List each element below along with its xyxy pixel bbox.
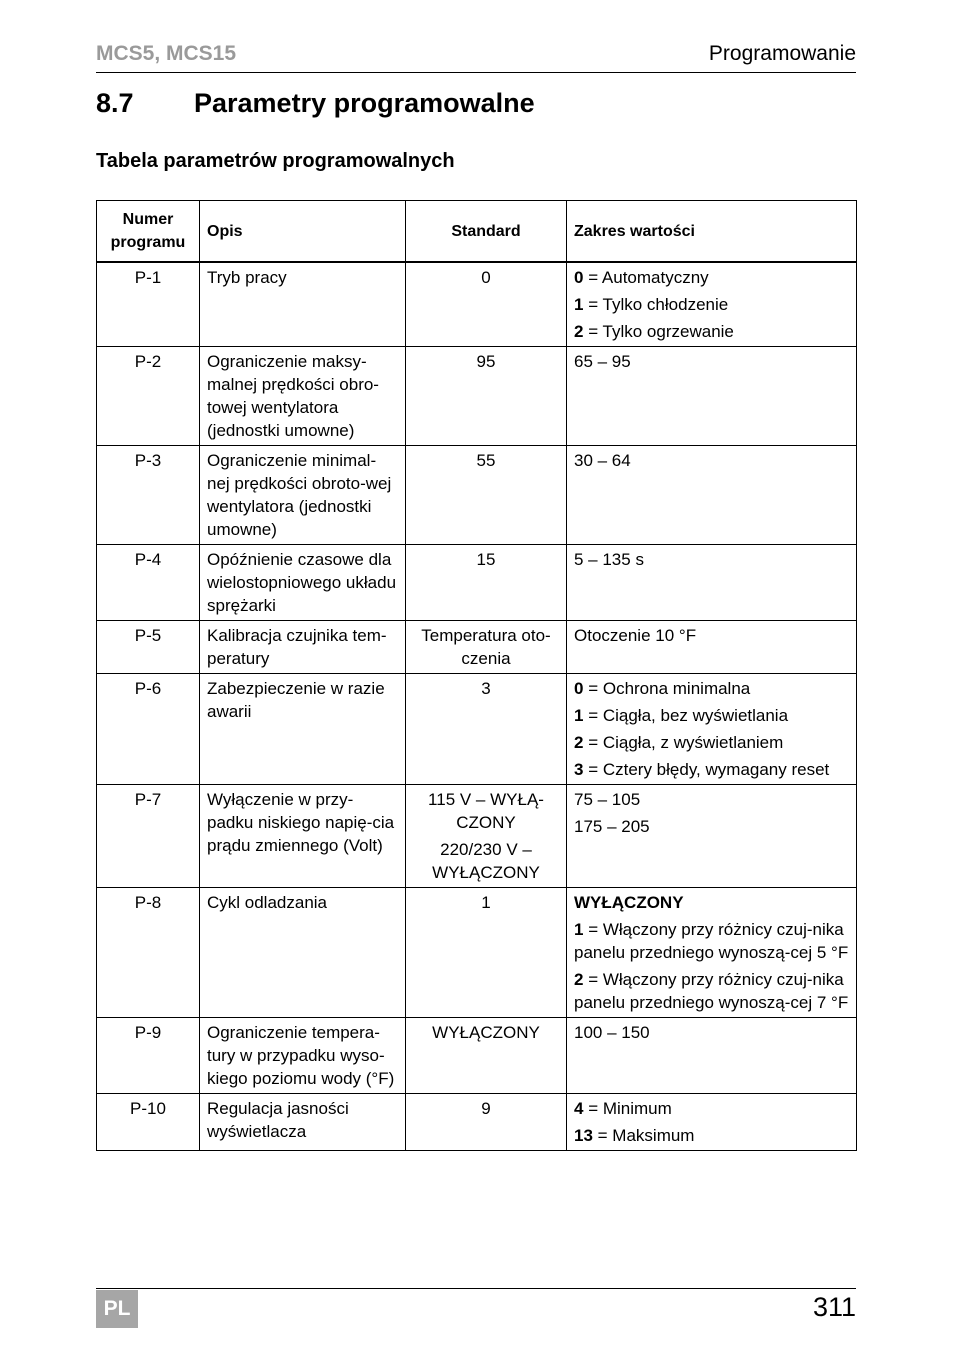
parameter-standard [406, 674, 567, 785]
range-option-key: 0 [574, 268, 584, 287]
parameter-number: P-4 [97, 545, 200, 621]
range-option-key: 1 [574, 295, 584, 314]
table-row [97, 545, 857, 621]
range-option-text: = Automatyczny [583, 268, 709, 287]
range-option-text: = Minimum [583, 1099, 672, 1118]
parameter-range [567, 262, 857, 347]
table-row [97, 347, 857, 446]
table-title: Tabela parametrów programowalnych [96, 150, 455, 172]
parameter-standard [406, 545, 567, 621]
range-option-key: 13 [574, 1126, 593, 1145]
parameter-number: P-1 [97, 262, 200, 347]
parameter-description: Regulacja jasności wyświetlacza [200, 1094, 406, 1151]
range-option-text: 5 – 135 s [574, 550, 644, 569]
parameter-standard [406, 262, 567, 347]
parameter-description: Wyłączenie w przy-padku niskiego napię-cia prądu zmiennego (Volt) [200, 785, 406, 888]
range-option-text: = Włączony przy różnicy czuj-nika panelu przedniego wynoszą-cej 5 °F [574, 920, 849, 962]
standard-value: 3 [481, 679, 491, 698]
range-option [574, 548, 849, 571]
table-row [97, 1018, 857, 1094]
parameter-description: Kalibracja czujnika tem-peratury [200, 621, 406, 674]
parameter-number: P-9 [97, 1018, 200, 1094]
range-option-key: 2 [574, 970, 584, 989]
standard-value: WYŁĄCZONY [432, 1023, 540, 1042]
parameter-number: P-2 [97, 347, 200, 446]
range-option [574, 788, 849, 811]
parameter-standard [406, 621, 567, 674]
standard-value: 15 [476, 550, 496, 569]
standard-value: 1 [481, 893, 491, 912]
range-option [574, 624, 849, 647]
table-row [97, 621, 857, 674]
range-option-text: = Cztery błędy, wymagany reset [583, 760, 830, 779]
parameter-table [96, 200, 857, 1151]
range-option-key: 3 [574, 760, 584, 779]
range-option-key: 4 [574, 1099, 584, 1118]
parameter-description: Cykl odladzania [200, 888, 406, 1018]
range-option-text: 75 – 105 [574, 790, 641, 809]
parameter-standard [406, 446, 567, 545]
parameter-description: Opóźnienie czasowe dla wielostopniowego układu sprężarki [200, 545, 406, 621]
page-number: 311 [812, 1292, 856, 1322]
parameter-standard [406, 888, 567, 1018]
range-option [574, 449, 849, 472]
parameter-number: P-5 [97, 621, 200, 674]
parameter-range [567, 446, 857, 545]
range-option [574, 968, 849, 1014]
chapter-name: Programowanie [708, 42, 856, 65]
parameter-number: P-6 [97, 674, 200, 785]
table-row [97, 888, 857, 1018]
column-header-number [97, 201, 200, 263]
range-option [574, 704, 849, 727]
table-row [97, 1094, 857, 1151]
parameter-number: P-10 [97, 1094, 200, 1151]
range-option-text: 65 – 95 [574, 352, 631, 371]
standard-value: 115 V – WYŁĄ-CZONY [428, 790, 544, 832]
range-option-text: = Ciągła, bez wyświetlania [583, 706, 789, 725]
parameter-standard [406, 785, 567, 888]
parameter-description: Tryb pracy [200, 262, 406, 347]
table-row [97, 446, 857, 545]
footer-rule [96, 1288, 856, 1289]
parameter-range [567, 1094, 857, 1151]
range-option-text: Otoczenie 10 °F [574, 626, 697, 645]
parameter-range [567, 888, 857, 1018]
range-option-key: 1 [574, 920, 584, 939]
range-option-text: = Tylko chłodzenie [583, 295, 729, 314]
range-option [574, 293, 849, 316]
standard-value: 9 [481, 1099, 491, 1118]
range-option-text: = Maksimum [592, 1126, 695, 1145]
standard-value: 0 [481, 268, 491, 287]
range-option-key: 2 [574, 322, 584, 341]
parameter-range [567, 785, 857, 888]
parameter-range [567, 621, 857, 674]
parameter-range [567, 1018, 857, 1094]
range-option-key: WYŁĄCZONY [574, 893, 684, 912]
range-option-text: 100 – 150 [574, 1023, 650, 1042]
language-badge: PL [96, 1290, 138, 1328]
range-option [574, 677, 849, 700]
range-option-text: 30 – 64 [574, 451, 631, 470]
standard-value: 95 [476, 352, 496, 371]
parameter-number: P-7 [97, 785, 200, 888]
range-option-text: = Tylko ogrzewanie [583, 322, 734, 341]
column-header-range: Zakres wartości [567, 201, 857, 263]
range-option-text: = Włączony przy różnicy czuj-nika panelu przedniego wynoszą-cej 7 °F [574, 970, 849, 1012]
range-option [574, 1021, 849, 1044]
standard-value: 220/230 V – WYŁĄCZONY [432, 840, 540, 882]
range-option-text: 175 – 205 [574, 817, 650, 836]
range-option-key: 1 [574, 706, 584, 725]
range-option [574, 1124, 849, 1147]
range-option [574, 891, 849, 914]
parameter-description: Ograniczenie tempera-tury w przypadku wyso-kiego poziomu wody (°F) [200, 1018, 406, 1094]
parameter-range [567, 347, 857, 446]
section-title: Parametry programowalne [194, 88, 535, 118]
table-row [97, 262, 857, 347]
parameter-description: Zabezpieczenie w razie awarii [200, 674, 406, 785]
range-option [574, 350, 849, 373]
section-number: 8.7 [96, 88, 134, 118]
parameter-standard [406, 347, 567, 446]
range-option-text: = Ciągła, z wyświetlaniem [583, 733, 784, 752]
range-option [574, 320, 849, 343]
range-option [574, 266, 849, 289]
range-option-key: 0 [574, 679, 584, 698]
parameter-range [567, 545, 857, 621]
range-option-text: = Ochrona minimalna [583, 679, 751, 698]
range-option-key: 2 [574, 733, 584, 752]
parameter-standard [406, 1094, 567, 1151]
range-option [574, 758, 849, 781]
parameter-number: P-8 [97, 888, 200, 1018]
section-heading [96, 88, 535, 119]
table-row [97, 674, 857, 785]
parameter-description: Ograniczenie minimal-nej prędkości obroto-wej wentylatora (jednostki umowne) [200, 446, 406, 545]
column-header-description: Opis [200, 201, 406, 263]
standard-value: Temperatura oto-czenia [421, 626, 551, 668]
page-header [96, 40, 856, 73]
parameter-standard [406, 1018, 567, 1094]
parameter-range [567, 674, 857, 785]
range-option [574, 731, 849, 754]
model-name: MCS5, MCS15 [96, 42, 237, 65]
range-option [574, 918, 849, 964]
parameter-description: Ograniczenie maksy-malnej prędkości obro-towej wentylatora (jednostki umowne) [200, 347, 406, 446]
table-row [97, 785, 857, 888]
standard-value: 55 [476, 451, 496, 470]
table-header-row [97, 201, 857, 263]
range-option [574, 1097, 849, 1120]
range-option [574, 815, 849, 838]
table-body [97, 262, 857, 1151]
column-header-label: Numer programu [110, 211, 186, 251]
column-header-standard: Standard [406, 201, 567, 263]
parameter-number: P-3 [97, 446, 200, 545]
